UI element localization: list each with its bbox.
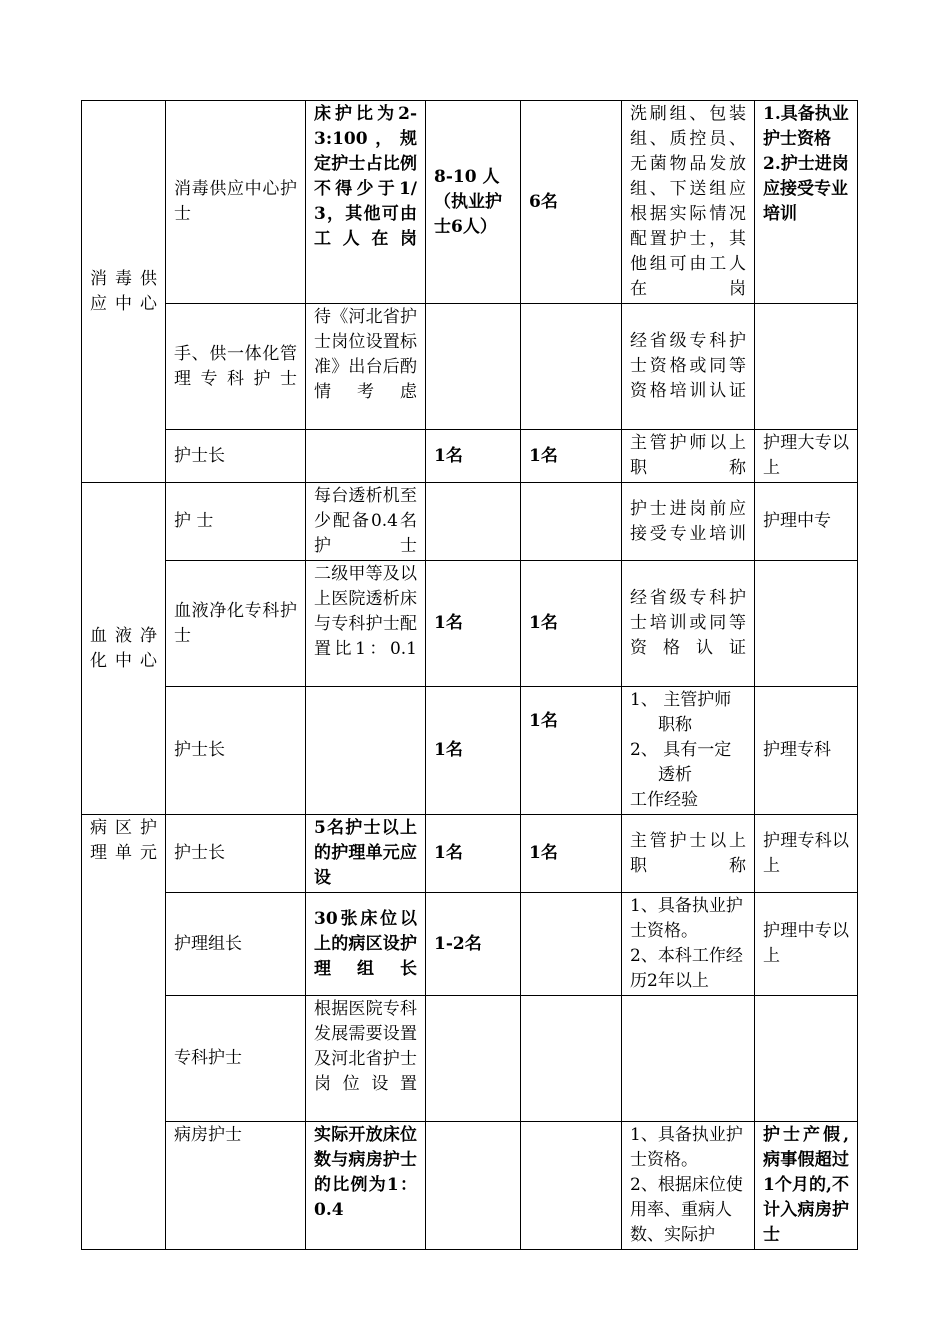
position-cell: 护士长 [166, 815, 306, 893]
ratio-cell: 根据医院专科发展需要设置及河北省护士岗位设置 [306, 996, 426, 1122]
ratio-cell: 二级甲等及以上医院透析床与专科护士配置比1：0.1 [306, 561, 426, 687]
requirement-cell: 护士进岗前应接受专业培训 [622, 483, 755, 561]
count-cell [521, 1122, 622, 1250]
position-cell: 护士长 [166, 687, 306, 815]
position-cell: 护 士 [166, 483, 306, 561]
remark-cell: 护理大专以上 [755, 430, 858, 483]
requirement-cell: 主管护师以上职称 [622, 430, 755, 483]
requirement-cell: 1、具备执业护士资格。 2、本科工作经历2年以上 [622, 893, 755, 996]
table-row [82, 687, 858, 815]
ratio-cell [306, 430, 426, 483]
count-cell [426, 1122, 521, 1250]
requirement-cell: 经省级专科护士培训或同等资格认证 [622, 561, 755, 687]
requirement-cell [622, 996, 755, 1122]
ratio-cell [306, 687, 426, 815]
count-cell: 8-10 人（执业护士6人） [426, 101, 521, 304]
table-row [82, 815, 858, 893]
requirement-cell: 经省级专科护士资格或同等资格培训认证 [622, 304, 755, 430]
table-row [82, 101, 858, 304]
count-cell [521, 483, 622, 561]
count-cell [521, 304, 622, 430]
remark-cell [755, 304, 858, 430]
count-cell: 1名 [521, 815, 622, 893]
dept-cell: 消毒供应中心 [82, 101, 166, 483]
position-cell: 血液净化专科护士 [166, 561, 306, 687]
requirement-cell: 1、 主管护师 职称 2、 具有一定 透析 工作经验 [622, 687, 755, 815]
table-row [82, 996, 858, 1122]
remark-cell: 护理专科以上 [755, 815, 858, 893]
count-cell [426, 483, 521, 561]
count-cell [426, 304, 521, 430]
ratio-cell: 实际开放床位数与病房护士的比例为1：0.4 [306, 1122, 426, 1250]
ratio-cell: 5名护士以上的护理单元应设 [306, 815, 426, 893]
table-row [82, 561, 858, 687]
count-cell [521, 996, 622, 1122]
requirement-cell: 主管护士以上职称 [622, 815, 755, 893]
staffing-table [81, 100, 858, 1250]
table-row [82, 483, 858, 561]
requirement-cell: 1、具备执业护士资格。 2、根据床位使用率、重病人数、实际护 [622, 1122, 755, 1250]
count-cell [521, 893, 622, 996]
remark-cell: 护理专科 [755, 687, 858, 815]
ratio-cell: 30张床位以上的病区设护理组长 [306, 893, 426, 996]
table-row [82, 893, 858, 996]
table-row [82, 1122, 858, 1250]
count-cell: 1名 [426, 687, 521, 815]
count-cell: 1名 [426, 815, 521, 893]
remark-cell [755, 996, 858, 1122]
count-cell [426, 996, 521, 1122]
remark-cell: 护士产假,病事假超过1个月的,不计入病房护士 [755, 1122, 858, 1250]
ratio-cell: 床护比为2-3:100，规定护士占比例不得少于1/3，其他可由工人在岗 [306, 101, 426, 304]
table-row [82, 304, 858, 430]
ratio-cell: 每台透析机至少配备0.4名护士 [306, 483, 426, 561]
count-cell: 1-2名 [426, 893, 521, 996]
remark-cell: 护理中专以上 [755, 893, 858, 996]
count-cell: 1名 [521, 430, 622, 483]
count-cell: 1名 [426, 430, 521, 483]
position-cell: 护理组长 [166, 893, 306, 996]
position-cell: 病房护士 [166, 1122, 306, 1250]
count-cell: 1名 [521, 687, 622, 815]
dept-cell: 病区护理单元 [82, 815, 166, 1250]
count-cell: 1名 [426, 561, 521, 687]
position-cell: 消毒供应中心护士 [166, 101, 306, 304]
table-row [82, 430, 858, 483]
position-cell: 护士长 [166, 430, 306, 483]
remark-cell: 护理中专 [755, 483, 858, 561]
remark-cell [755, 561, 858, 687]
count-cell: 6名 [521, 101, 622, 304]
position-cell: 专科护士 [166, 996, 306, 1122]
count-cell: 1名 [521, 561, 622, 687]
requirement-cell: 洗刷组、包装组、质控员、无菌物品发放组、下送组应根据实际情况配置护士，其他组可由工人在岗 [622, 101, 755, 304]
dept-cell: 血液净化中心 [82, 483, 166, 815]
position-cell: 手、供一体化管理专科护士 [166, 304, 306, 430]
remark-cell: 1.具备执业护士资格 2.护士进岗应接受专业培训 [755, 101, 858, 304]
ratio-cell: 待《河北省护士岗位设置标准》出台后酌情考虑 [306, 304, 426, 430]
